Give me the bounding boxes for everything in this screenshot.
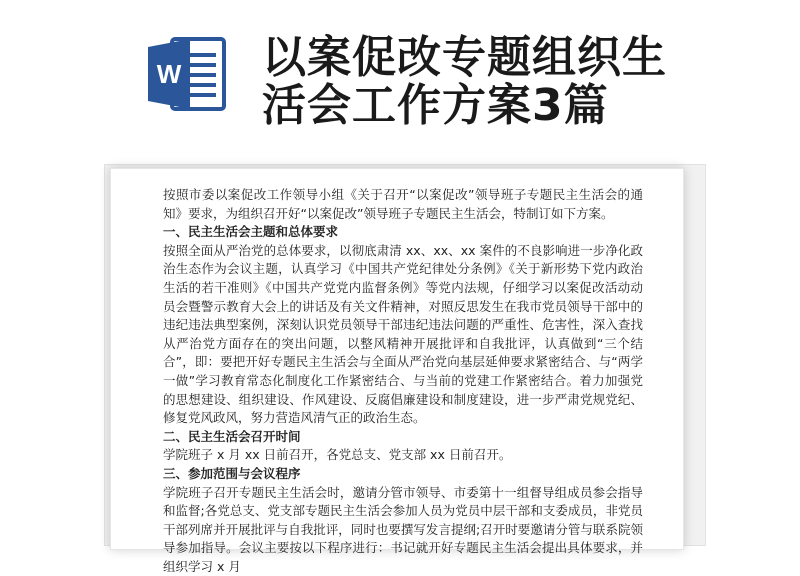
section-3-heading: 三、参加范围与会议程序	[163, 465, 643, 484]
header-banner	[0, 0, 800, 160]
document-page	[110, 168, 684, 550]
section-1-heading: 一、民主生活会主题和总体要求	[163, 223, 643, 242]
section-1-body: 按照全面从严治党的总体要求，以彻底肃清 xx、xx、xx 案件的不良影响进一步净化政治生态作为会议主题，认真学习《中国共产党纪律处分条例》《关于新形势下党内政治生活的若干准则》《中国共产党党内监督条例》等党内法规，仔细学习以案促改活动动员会暨警示教育大会上的讲话及有关文件精神，对照反思发生在我市党员领导干部中的违纪违法典型案例，深刻认识党员领导干部违纪违法问题的严重性、危害性，深入查找从严治党方面存在的突出问题，以整风精神开展批评和自我批评，认真做到“三个结合”，即：要把开好专题民主生活会与全面从严治党向基层延伸要求紧密结合、与“两学一做”学习教育常态化制度化工作紧密结合、与当前的党建工作紧密结合。着力加强党的思想建设、组织建设、作风建设、反腐倡廉建设和制度建设，进一步严肃党规党纪、修复党风政风，努力营造风清气正的政治生态。	[163, 242, 643, 428]
word-document-icon	[146, 33, 228, 115]
section-2-heading: 二、民主生活会召开时间	[163, 428, 643, 447]
section-2-body: 学院班子 x 月 xx 日前召开，各党总支、党支部 xx 日前召开。	[163, 446, 643, 465]
section-3-body: 学院班子召开专题民主生活会时，邀请分管市领导、市委第十一组督导组成员参会指导和监督;各党总支、党支部专题民主生活会参加人员为党员中层干部和支委成员，非党员干部列席并开展批评与自我批评，同时也要撰写发言提纲;召开时要邀请分管与联系院领导参加指导。会议主要按以下程序进行：书记就开好专题民主生活会提出具体要求，并组织学习 x 月	[163, 484, 643, 576]
page-title	[262, 34, 667, 130]
intro-paragraph: 按照市委以案促改工作领导小组《关于召开“以案促改”领导班子专题民主生活会的通知》要求，为组织召开好“以案促改”领导班子专题民主生活会，特制订如下方案。	[163, 186, 643, 223]
document-body	[163, 186, 643, 576]
title-line-2: 活会工作方案3篇	[262, 80, 609, 131]
title-line-1: 以案促改专题组织生	[262, 32, 667, 83]
word-icon-letter: W	[157, 59, 182, 89]
